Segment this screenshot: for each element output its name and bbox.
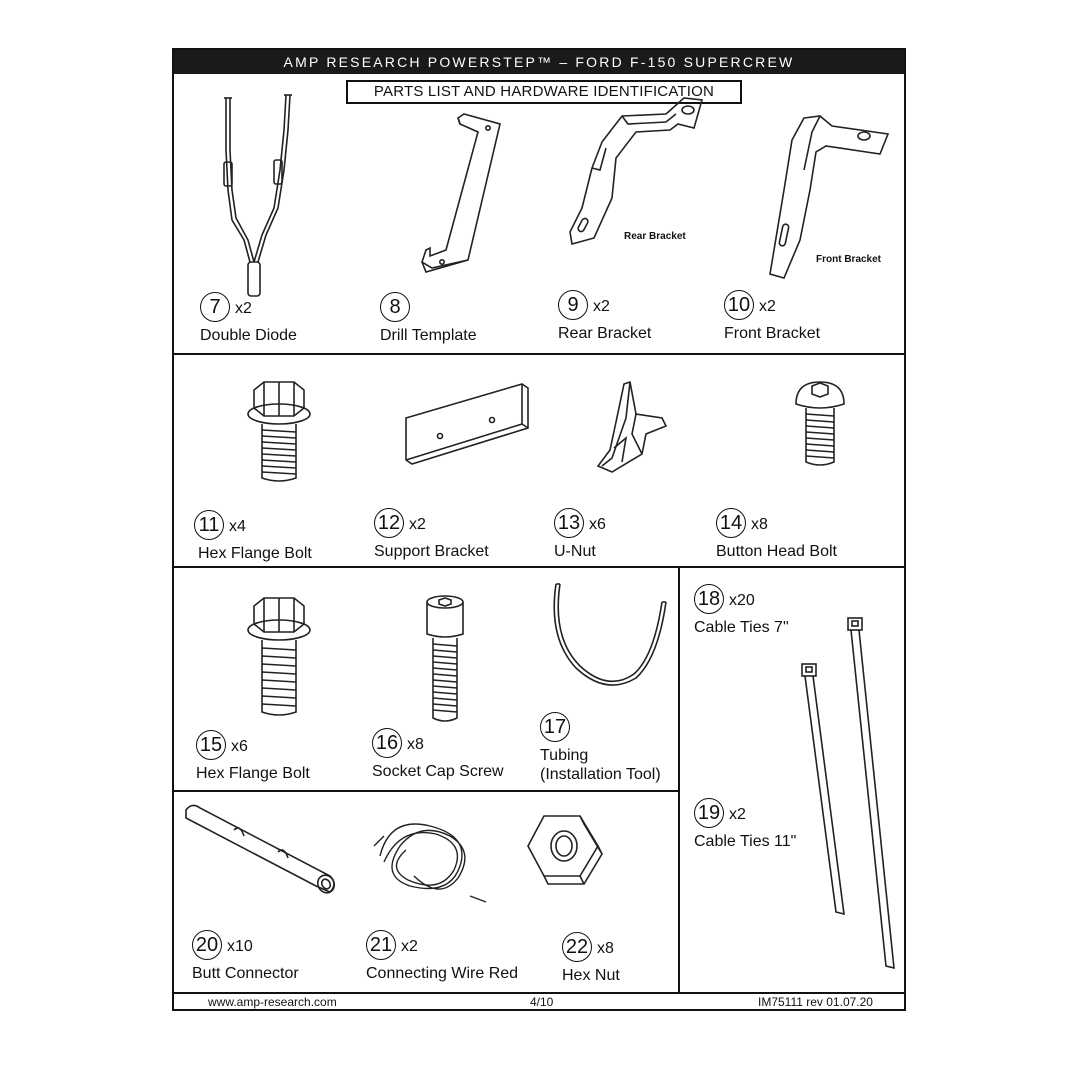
part-name: Cable Ties 7" <box>694 619 789 636</box>
part-quantity: x2 <box>593 297 610 315</box>
part-10-label <box>724 288 820 343</box>
part-19-label <box>694 796 796 851</box>
hex-flange-bolt-long-illustration <box>244 594 314 724</box>
part-quantity: x4 <box>229 517 246 535</box>
part-number-badge: 8 <box>380 292 410 322</box>
part-number-badge: 20 <box>192 930 222 960</box>
part-number-badge: 11 <box>194 510 224 540</box>
hex-flange-bolt-illustration <box>244 378 314 488</box>
part-name: Front Bracket <box>724 325 821 342</box>
part-22-label <box>562 930 620 985</box>
u-nut-illustration <box>592 378 672 478</box>
title-banner: AMP RESEARCH POWERSTEP™ – FORD F-150 SUPERCREW <box>174 50 904 74</box>
button-head-bolt-illustration <box>790 378 850 468</box>
part-21-label <box>366 928 518 983</box>
part-12-label <box>374 506 489 561</box>
parts-list-subtitle: PARTS LIST AND HARDWARE IDENTIFICATION <box>346 80 742 104</box>
part-number-badge: 22 <box>562 932 592 962</box>
support-bracket-illustration <box>402 380 532 470</box>
part-20-label <box>192 928 299 983</box>
part-13-label <box>554 506 606 561</box>
cable-tie-11-illustration <box>842 614 902 974</box>
tubing-illustration <box>546 578 676 698</box>
part-quantity: x10 <box>227 937 253 955</box>
part-name: Cable Ties 11" <box>694 833 797 850</box>
part-quantity: x8 <box>751 515 768 533</box>
part-9-label <box>558 288 651 343</box>
part-quantity: x2 <box>235 299 252 317</box>
part-11-label <box>194 508 312 563</box>
part-15-label <box>196 728 310 783</box>
socket-cap-screw-illustration <box>420 594 470 728</box>
part-number-badge: 12 <box>374 508 404 538</box>
part-17-label <box>540 710 661 784</box>
part-name: Hex Flange Bolt <box>196 765 310 782</box>
part-number-badge: 18 <box>694 584 724 614</box>
connecting-wire-illustration <box>370 806 490 906</box>
part-number-badge: 21 <box>366 930 396 960</box>
part-14-label <box>716 506 837 561</box>
hex-nut-illustration <box>524 810 604 890</box>
part-16-label <box>372 726 504 781</box>
part-quantity: x2 <box>409 515 426 533</box>
part-quantity: x2 <box>729 805 746 823</box>
part-number-badge: 16 <box>372 728 402 758</box>
rear-bracket-caption: Rear Bracket <box>624 231 686 242</box>
part-number-badge: 13 <box>554 508 584 538</box>
drill-template-illustration <box>408 110 508 280</box>
part-number-badge: 7 <box>200 292 230 322</box>
footer-page-number: 4/10 <box>530 995 554 1009</box>
part-number-badge: 14 <box>716 508 746 538</box>
part-name: Support Bracket <box>374 543 489 560</box>
butt-connector-illustration <box>182 800 342 900</box>
part-quantity: x2 <box>759 297 776 315</box>
row-divider-3 <box>174 790 678 792</box>
front-bracket-caption: Front Bracket <box>816 254 882 265</box>
part-name: U-Nut <box>554 543 596 560</box>
part-name: Button Head Bolt <box>716 543 837 560</box>
part-7-label <box>200 290 297 345</box>
part-name: Hex Flange Bolt <box>198 545 312 562</box>
part-quantity: x8 <box>597 939 614 957</box>
part-number-badge: 17 <box>540 712 570 742</box>
part-name: Connecting Wire Red <box>366 965 519 982</box>
part-8-label <box>380 290 477 345</box>
part-quantity: x8 <box>407 735 424 753</box>
part-name: Socket Cap Screw <box>372 763 504 780</box>
part-name: Hex Nut <box>562 967 620 984</box>
footer-document-id: IM75111 rev 01.07.20 <box>758 995 873 1009</box>
part-18-label <box>694 582 789 637</box>
double-diode-illustration <box>214 90 294 300</box>
part-quantity: x20 <box>729 591 755 609</box>
part-name: Tubing <box>540 747 589 764</box>
part-number-badge: 19 <box>694 798 724 828</box>
row-divider-1 <box>174 353 904 355</box>
row-divider-2 <box>174 566 904 568</box>
footer-website: www.amp-research.com <box>208 995 337 1009</box>
part-number-badge: 9 <box>558 290 588 320</box>
part-name-note: (Installation Tool) <box>540 766 661 783</box>
part-name: Double Diode <box>200 327 297 344</box>
part-name: Rear Bracket <box>558 325 652 342</box>
part-name: Butt Connector <box>192 965 299 982</box>
part-number-badge: 15 <box>196 730 226 760</box>
parts-sheet <box>172 48 906 1011</box>
part-quantity: x6 <box>231 737 248 755</box>
column-divider <box>678 568 680 992</box>
part-quantity: x6 <box>589 515 606 533</box>
part-quantity: x2 <box>401 937 418 955</box>
part-name: Drill Template <box>380 327 477 344</box>
footer-divider <box>174 992 904 994</box>
part-number-badge: 10 <box>724 290 754 320</box>
